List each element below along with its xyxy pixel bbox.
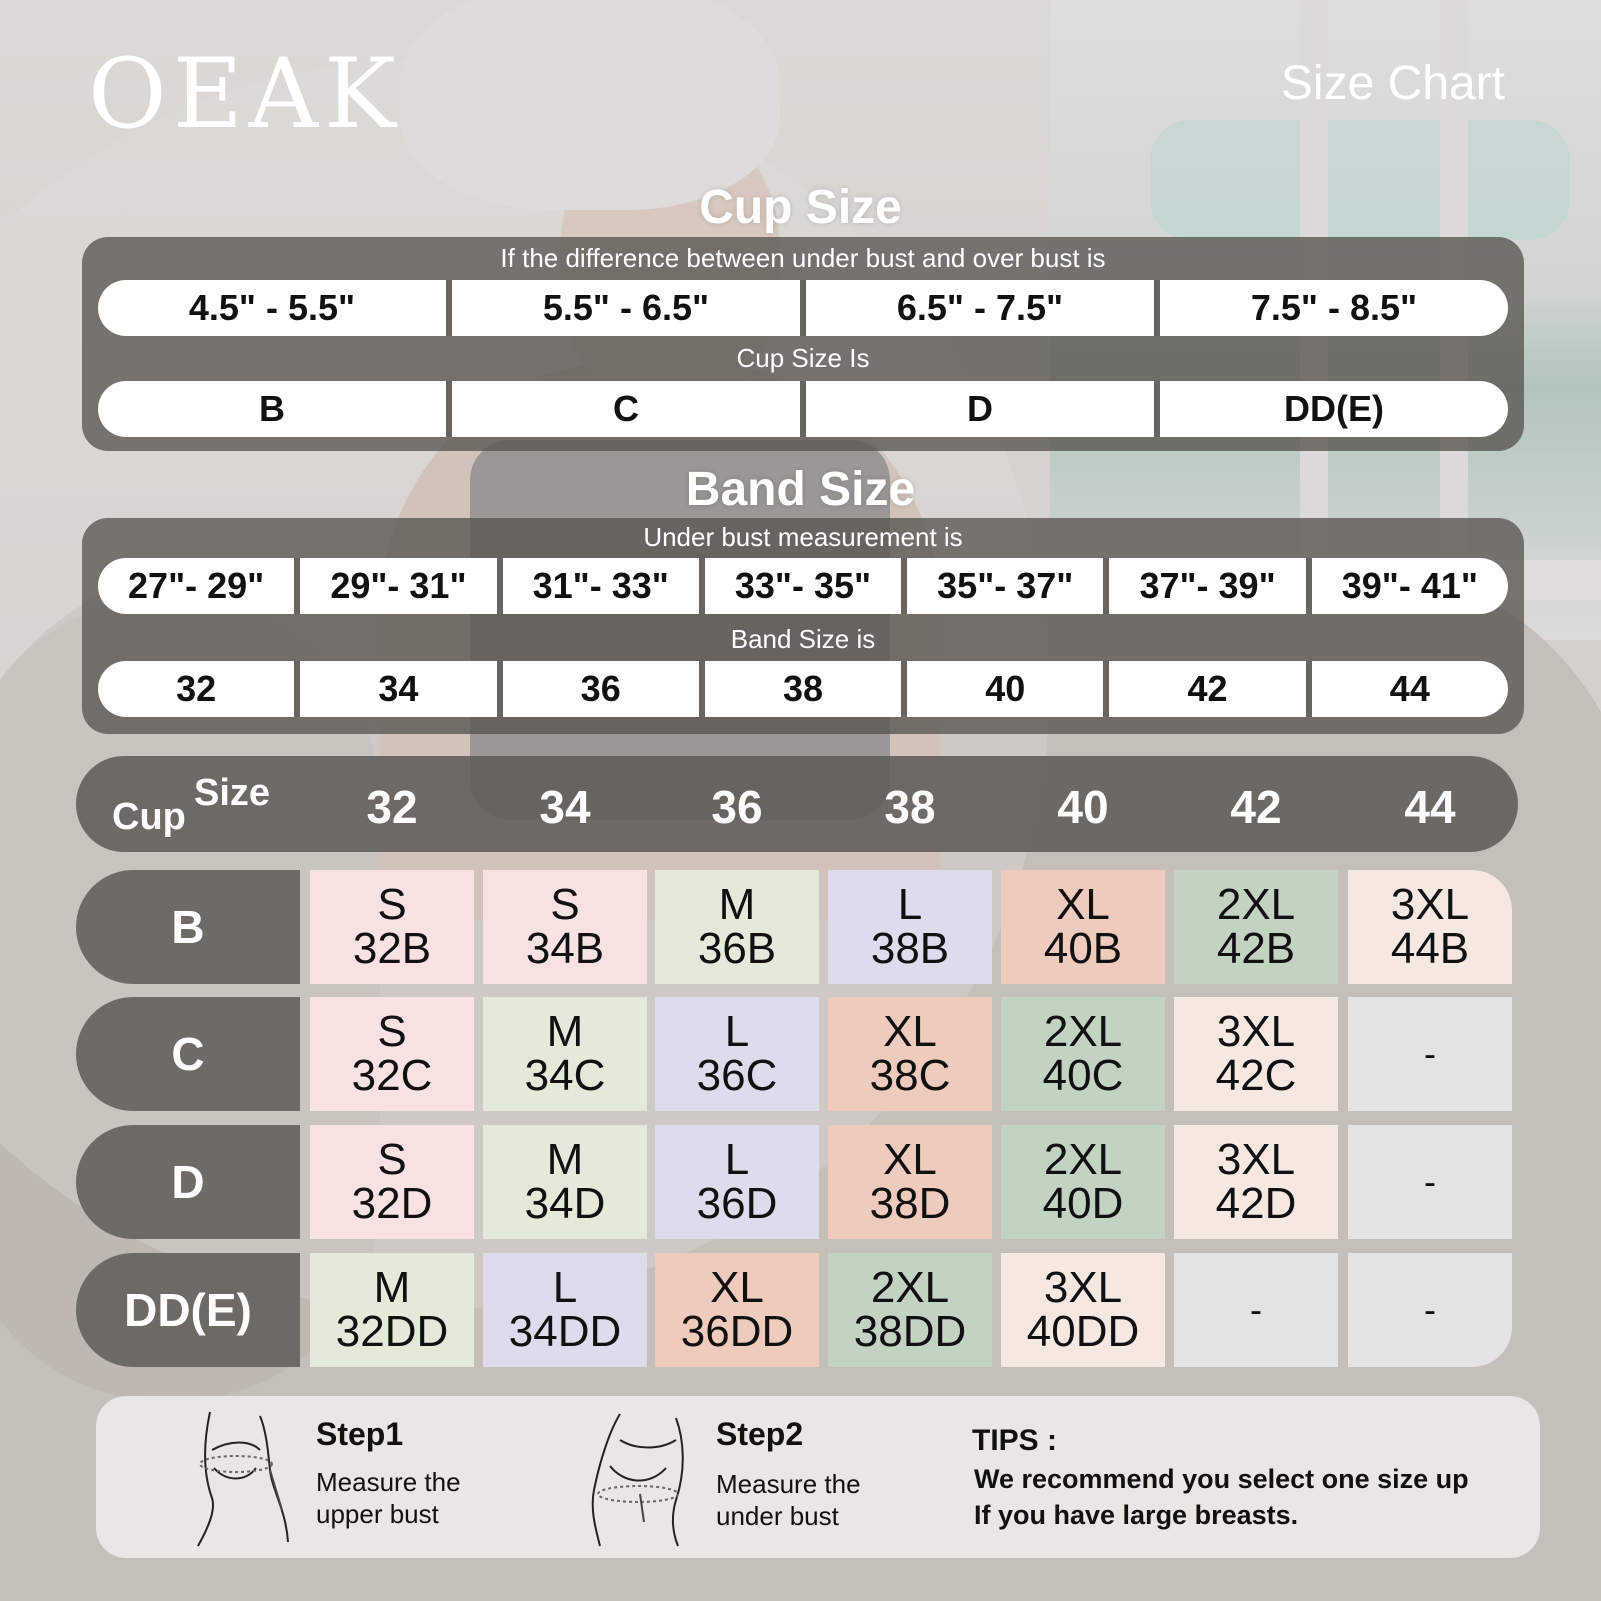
letter-size: 3XL [1216, 1135, 1296, 1184]
letter-size: M [546, 1007, 584, 1056]
bra-size: 44B [1390, 924, 1470, 973]
size-cell [1348, 870, 1512, 984]
size-cell [483, 997, 647, 1111]
letter-size: M [718, 880, 756, 929]
band-column-header: 44 [1404, 781, 1456, 833]
letter-size: - [1250, 1289, 1262, 1330]
band-range-cell: 29"- 31" [300, 558, 502, 614]
cup-range-row [98, 280, 1508, 336]
letter-size: L [724, 1135, 750, 1184]
letter-size: L [724, 1007, 750, 1056]
band-result-cell: 34 [300, 661, 502, 717]
size-cell [483, 1125, 647, 1239]
size-cell [310, 870, 474, 984]
cup-result-cell: B [98, 381, 452, 437]
band-column-header: 34 [539, 781, 591, 833]
bra-size: 36DD [680, 1307, 794, 1356]
size-cell [655, 997, 819, 1111]
letter-size: 2XL [870, 1263, 950, 1312]
band-column-header: 32 [366, 781, 418, 833]
bra-size: 38C [869, 1051, 951, 1100]
band-column-header: 40 [1057, 781, 1109, 833]
size-cell [310, 997, 474, 1111]
bra-size: 32B [352, 924, 432, 973]
size-cell [310, 1125, 474, 1239]
band-result-cell: 32 [98, 661, 300, 717]
band-range-cell: 27"- 29" [98, 558, 300, 614]
cup-row-label: DD(E) [76, 1253, 300, 1367]
band-result-cell: 44 [1389, 668, 1430, 709]
bra-size: 32DD [335, 1307, 449, 1356]
under-bust-measure-icon [580, 1410, 700, 1548]
bra-size: 40DD [1026, 1307, 1140, 1356]
band-range-cell: 33"- 35" [705, 558, 907, 614]
letter-size: S [377, 1135, 407, 1184]
band-result-caption: Band Size is [730, 624, 876, 654]
band-result-cell: 38 [705, 661, 907, 717]
bra-size: 36B [697, 924, 777, 973]
size-axis-label: Size [194, 772, 271, 814]
size-cell [828, 1125, 992, 1239]
band-result-cell: 40 [907, 661, 1109, 717]
cup-size-title: Cup Size [699, 181, 902, 234]
cup-result-caption: Cup Size Is [736, 343, 870, 373]
bra-size: 38B [870, 924, 950, 973]
bra-size: 42D [1215, 1179, 1297, 1228]
size-cell [655, 1253, 819, 1367]
cup-row-label: C [76, 997, 300, 1111]
cup-axis-label: Cup [112, 796, 186, 838]
size-cell [828, 870, 992, 984]
cup-range-cell: 5.5" - 6.5" [452, 280, 806, 336]
size-cell [1174, 870, 1338, 984]
cup-result-cell: DD(E) [1284, 388, 1384, 429]
band-range-cell: 31"- 33" [503, 558, 705, 614]
bra-size: 42C [1215, 1051, 1297, 1100]
size-cell [1174, 1125, 1338, 1239]
size-cell [483, 870, 647, 984]
size-cell [1001, 1253, 1165, 1367]
band-column-header: 42 [1230, 781, 1282, 833]
bra-size: 32C [351, 1051, 433, 1100]
size-cell [1348, 1125, 1512, 1239]
letter-size: M [546, 1135, 584, 1184]
band-result-cell: 36 [503, 661, 705, 717]
bra-size: 32D [351, 1179, 433, 1228]
size-cell [1348, 1253, 1512, 1367]
letter-size: - [1424, 1033, 1436, 1074]
size-cell [310, 1253, 474, 1367]
letter-size: 3XL [1043, 1263, 1123, 1312]
size-cell [1174, 997, 1338, 1111]
letter-size: - [1424, 1161, 1436, 1202]
letter-size: XL [883, 1007, 937, 1056]
letter-size: XL [883, 1135, 937, 1184]
band-range-cell: 37"- 39" [1109, 558, 1311, 614]
size-cell [1001, 997, 1165, 1111]
size-cell [1348, 997, 1512, 1111]
cup-range-cell: 6.5" - 7.5" [806, 280, 1160, 336]
step2-text: Measure the under bust [716, 1469, 861, 1531]
size-cell [655, 1125, 819, 1239]
band-size-panel [82, 518, 1524, 734]
tips-title: TIPS : [972, 1424, 1058, 1457]
letter-size: L [552, 1263, 578, 1312]
band-result-cell: 42 [1109, 661, 1311, 717]
letter-size: 3XL [1216, 1007, 1296, 1056]
band-range-cell: 35"- 37" [907, 558, 1109, 614]
bra-size: 40B [1043, 924, 1123, 973]
difference-caption: If the difference between under bust and over bust is [500, 243, 1106, 273]
size-cell [483, 1253, 647, 1367]
step1-title: Step1 [316, 1416, 404, 1452]
bra-size: 34D [524, 1179, 606, 1228]
letter-size: S [550, 880, 580, 929]
band-column-header: 36 [711, 781, 763, 833]
letter-size: XL [710, 1263, 764, 1312]
letter-size: - [1424, 1289, 1436, 1330]
size-cell [1001, 870, 1165, 984]
bra-size: 38D [869, 1179, 951, 1228]
step2-title: Step2 [716, 1416, 804, 1452]
cup-range-cell: 4.5" - 5.5" [98, 280, 452, 336]
letter-size: 2XL [1216, 880, 1296, 929]
band-range-row [98, 558, 1508, 614]
band-result-row [98, 661, 1508, 717]
bra-size: 40C [1042, 1051, 1124, 1100]
bra-size: 38DD [853, 1307, 967, 1356]
cup-row-label: B [76, 870, 300, 984]
size-cell [1001, 1125, 1165, 1239]
cup-result-cell: C [452, 381, 806, 437]
size-cell [655, 870, 819, 984]
bra-size: 34DD [508, 1307, 622, 1356]
cup-size-panel [82, 237, 1524, 451]
measurement-caption: Under bust measurement is [643, 522, 963, 552]
letter-size: 2XL [1043, 1135, 1123, 1184]
letter-size: S [377, 880, 407, 929]
bra-size: 34B [525, 924, 605, 973]
letter-size: L [897, 880, 923, 929]
bra-size: 42B [1216, 924, 1296, 973]
letter-size: M [373, 1263, 411, 1312]
page-title: Size Chart [1280, 57, 1505, 110]
cup-result-row [98, 381, 1508, 437]
tips-line: We recommend you select one size up [974, 1464, 1469, 1494]
upper-bust-measure-icon [190, 1410, 310, 1548]
bra-size: 36C [696, 1051, 778, 1100]
cup-result-cell: D [806, 381, 1160, 437]
cup-row-label: D [76, 1125, 300, 1239]
size-cell [828, 1253, 992, 1367]
bra-size: 40D [1042, 1179, 1124, 1228]
size-cell [1174, 1253, 1338, 1367]
letter-size: S [377, 1007, 407, 1056]
cup-range-cell: 7.5" - 8.5" [1250, 287, 1418, 328]
brand-logo: OEAK [88, 38, 402, 150]
band-range-cell: 39"- 41" [1341, 565, 1478, 606]
step1-text: Measure the upper bust [316, 1467, 461, 1529]
size-cell [828, 997, 992, 1111]
bra-size: 36D [696, 1179, 778, 1228]
band-size-title: Band Size [685, 463, 916, 516]
letter-size: 2XL [1043, 1007, 1123, 1056]
bra-size: 34C [524, 1051, 606, 1100]
letter-size: XL [1056, 880, 1110, 929]
letter-size: 3XL [1390, 880, 1470, 929]
band-column-header: 38 [884, 781, 936, 833]
tips-line: If you have large breasts. [974, 1500, 1299, 1530]
